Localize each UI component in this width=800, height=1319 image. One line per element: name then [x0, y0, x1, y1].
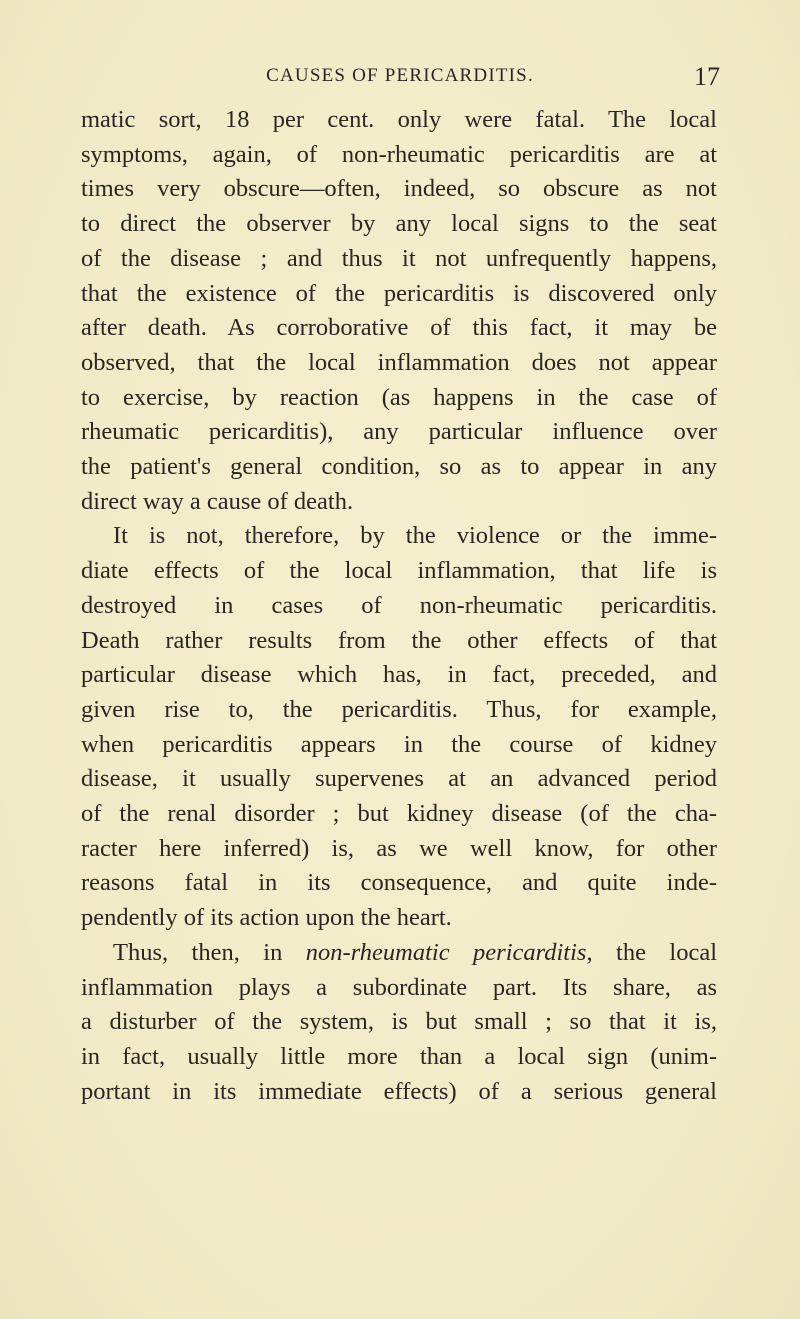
text-line: observed, that the local inflammation does not appear	[81, 348, 717, 376]
text-line: matic sort, 18 per cent. only were fatal. The local	[81, 106, 717, 133]
text-line: of the renal disorder ; but kidney disease (of the cha-	[81, 800, 717, 828]
text-line: after death. As corroborative of this fact, it may be	[81, 314, 717, 342]
text-line: in fact, usually little more than a local sign (unim-	[81, 1042, 717, 1070]
text-line: times very obscure—often, indeed, so obscure as not	[81, 175, 717, 203]
text-line: particular disease which has, in fact, preceded, and	[81, 661, 717, 689]
text-line: to direct the observer by any local signs to the seat	[81, 210, 717, 238]
text-line: to exercise, by reaction (as happens in the case of	[81, 383, 717, 411]
text-line: when pericarditis appears in the course of kidney	[81, 730, 717, 758]
text-line: inflammation plays a subordinate part. Its share, as	[81, 973, 717, 1001]
text-line: pendently of its action upon the heart.	[81, 904, 452, 932]
text-line: destroyed in cases of non-rheumatic pericarditis.	[81, 591, 717, 619]
text-line: racter here inferred) is, as we well know, for other	[81, 834, 717, 862]
text-line: direct way a cause of death.	[81, 487, 354, 515]
text-line	[81, 936, 717, 971]
text-run: Thus, then, in	[113, 938, 306, 966]
text-line: a disturber of the system, is but small ; so that it is,	[81, 1008, 717, 1036]
text-line: that the existence of the pericarditis is discovered only	[81, 279, 717, 307]
running-title: CAUSES OF PERICARDITIS.	[266, 65, 534, 86]
text-line: portant in its immediate effects) of a serious general	[81, 1077, 717, 1105]
text-line: reasons fatal in its consequence, and quite inde-	[81, 869, 717, 897]
paragraph	[81, 936, 717, 1110]
italic-phrase: non-rheumatic pericarditis	[305, 938, 587, 966]
text-line: It is not, therefore, by the violence or the imme-	[113, 522, 717, 550]
paragraph	[81, 103, 717, 519]
text-run: , the local	[586, 938, 718, 966]
running-head	[0, 62, 800, 92]
page-number: 17	[694, 62, 720, 91]
text-line: symptoms, again, of non-rheumatic pericarditis are at	[81, 140, 717, 168]
text-line: given rise to, the pericarditis. Thus, for example,	[81, 695, 717, 723]
text-line: of the disease ; and thus it not unfrequently happens,	[81, 244, 717, 272]
text-line: Death rather results from the other effects of that	[81, 626, 717, 654]
text-line: disease, it usually supervenes at an advanced period	[81, 765, 717, 793]
text-line: diate effects of the local inflammation, that life is	[81, 557, 717, 585]
text-line: the patient's general condition, so as to appear in any	[81, 453, 717, 481]
body-text	[81, 103, 717, 1109]
text-line: rheumatic pericarditis), any particular influence over	[81, 418, 717, 446]
paragraph	[81, 519, 717, 935]
